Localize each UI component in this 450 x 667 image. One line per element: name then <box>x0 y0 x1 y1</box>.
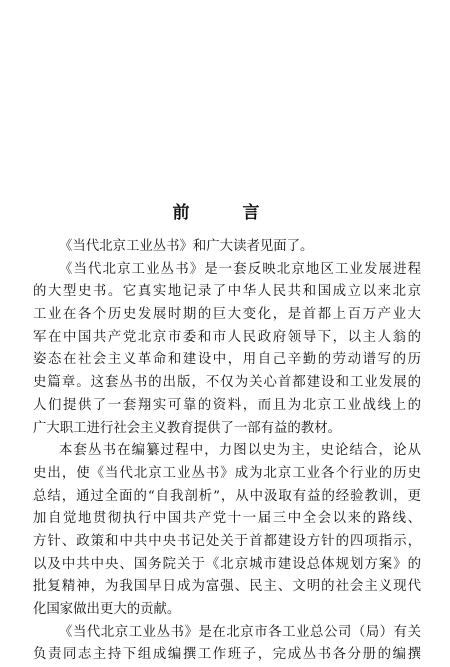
text-line: 史出，使《当代北京工业丛书》成为北京工业各个行业的历史 <box>33 465 421 481</box>
text-line: 方针、政策和中共中央书记处关于首都建设方针的四项指示， <box>33 533 421 549</box>
text-line: 人们提供了一套翔实可靠的资料，而且为北京工业战线上的 <box>33 397 421 413</box>
text-line: 负责同志主持下组成编撰工作班子，完成丛书各分册的编撰 <box>33 647 421 663</box>
text-line: 姿态在社会主义革命和建设中，用自己辛勤的劳动谱写的历 <box>33 352 421 368</box>
text-line: 本套丛书在编纂过程中，力图以史为主，史论结合，论从 <box>59 443 421 459</box>
text-line: 《当代北京工业丛书》和广大读者见面了。 <box>59 239 314 254</box>
text-line: 总结，通过全面的“自我剖析”，从中汲取有益的经验教训，更 <box>33 488 421 504</box>
text-line: 的大型史书。它真实地记录了中华人民共和国成立以来北京 <box>33 284 421 300</box>
text-line: 广大职工进行社会主义教育提供了一部有益的教材。 <box>33 420 341 436</box>
text-line: 以及中共中央、国务院关于《北京城市建设总体规划方案》的 <box>33 556 421 572</box>
body-text <box>33 236 421 667</box>
text-line: 《当代北京工业丛书》是在北京市各工业总公司（局）有关 <box>59 624 421 640</box>
text-line: 军在中国共产党北京市委和市人民政府领导下，以主人翁的 <box>33 329 421 345</box>
text-line: 工业在各个历史发展时期的巨大变化，是首都上百万产业大 <box>33 307 421 323</box>
text-line: 《当代北京工业丛书》是一套反映北京地区工业发展进程 <box>59 261 421 277</box>
text-line: 化国家做出更大的贡献。 <box>33 602 181 617</box>
text-line: 批复精神，为我国早日成为富强、民主、文明的社会主义现代 <box>33 579 421 595</box>
page-title: 前 言 <box>172 203 278 223</box>
text-line: 史篇章。这套丛书的出版，不仅为关心首都建设和工业发展的 <box>33 375 421 391</box>
text-line: 加自觉地贯彻执行中国共产党十一届三中全会以来的路线、 <box>33 511 421 527</box>
